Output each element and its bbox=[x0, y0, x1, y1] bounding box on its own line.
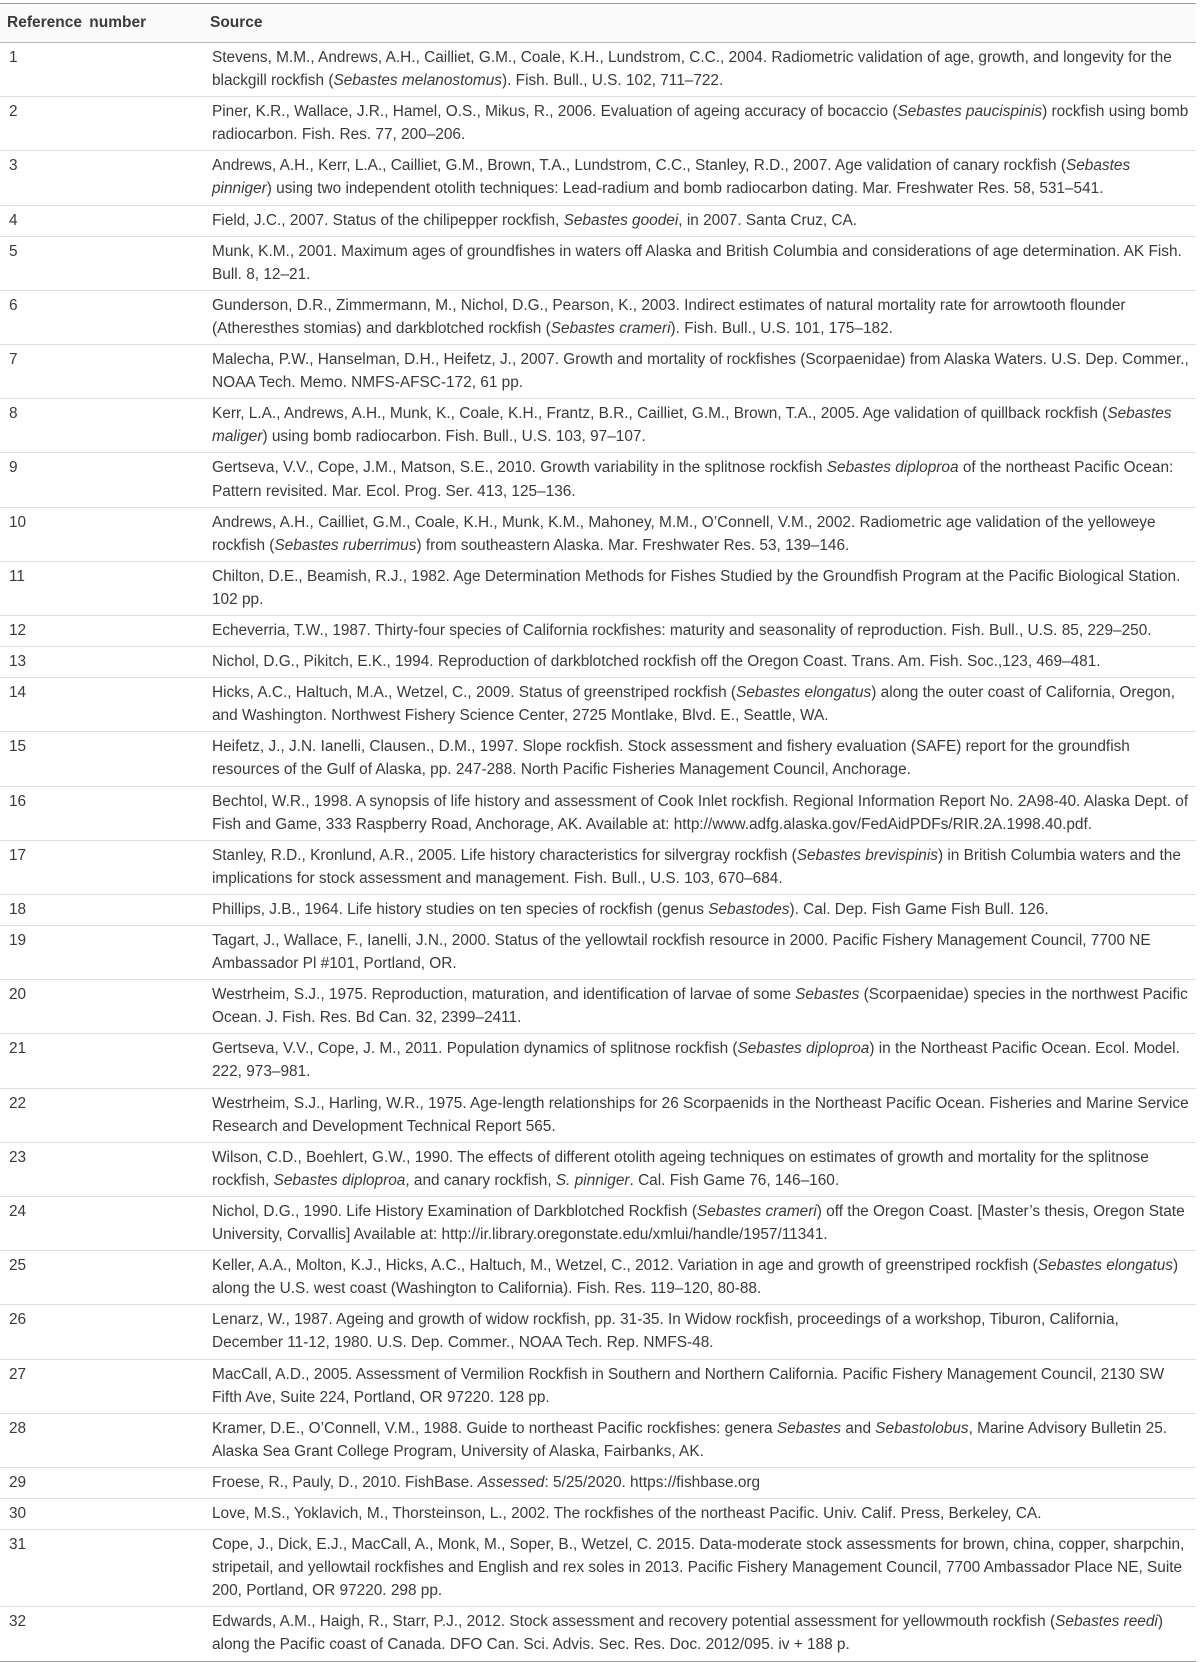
species-name: Sebastes elongatus bbox=[1037, 1257, 1173, 1275]
table-row bbox=[0, 647, 1196, 678]
citation-text: ) along the U.S. west coast (Washington to California). Fish. Res. 119–120, 80-88. bbox=[212, 1257, 1179, 1298]
reference-number-cell: 29 bbox=[9, 1473, 27, 1491]
species-name: Sebastes ruberrimus bbox=[274, 536, 417, 554]
citation-text: MacCall, A.D., 2005. Assessment of Vermilion Rockfish in Southern and Northern California. Pacific Fishery Management Council, 2130 SW Fifth Ave, Suite 224, Portland, OR 97220. 128 pp. bbox=[212, 1365, 1165, 1406]
citation-text: ) in the Northeast Pacific Ocean. Ecol. Model. 222, 973–981. bbox=[212, 1040, 1180, 1081]
citation-text: ) rockfish using bomb radiocarbon. Fish. Res. 77, 200–206. bbox=[212, 103, 1189, 144]
table-row bbox=[0, 1143, 1196, 1197]
table-body bbox=[0, 43, 1196, 1661]
source-cell bbox=[210, 1037, 1196, 1083]
source-cell bbox=[210, 511, 1196, 557]
table-row bbox=[0, 616, 1196, 647]
table-row bbox=[0, 291, 1196, 345]
citation-text: , and canary rockfish, bbox=[405, 1171, 556, 1189]
source-cell bbox=[210, 209, 1196, 232]
citation-text: ). Fish. Bull., U.S. 101, 175–182. bbox=[670, 319, 893, 337]
table-row bbox=[0, 97, 1196, 151]
reference-number-cell: 28 bbox=[9, 1419, 27, 1437]
table-row bbox=[0, 399, 1196, 453]
citation-text: : 5/25/2020. https://fishbase.org bbox=[544, 1473, 761, 1491]
table-row bbox=[0, 980, 1196, 1034]
header-reference-number: Reference number bbox=[7, 14, 147, 31]
citation-text: Malecha, P.W., Hanselman, D.H., Heifetz, J., 2007. Growth and mortality of rockfishes (Scorpaenidae) from Alaska Waters. U.S. Dep. Commer., NOAA Tech. Memo. NMFS-AFSC-172, 61 pp. bbox=[212, 351, 1189, 392]
citation-text: Kerr, L.A., Andrews, A.H., Munk, K., Coale, K.H., Frantz, B.R., Cailliet, G.M., Brown, T.A., 2005. Age validation of quillback rockfish ( bbox=[212, 405, 1108, 423]
citation-text: . Cal. Fish Game 76, 146–160. bbox=[629, 1171, 840, 1189]
source-cell bbox=[210, 456, 1196, 502]
table-row bbox=[0, 841, 1196, 895]
source-cell bbox=[210, 1363, 1196, 1409]
table-row bbox=[0, 678, 1196, 732]
citation-text: Love, M.S., Yoklavich, M., Thorsteinson, L., 2002. The rockfishes of the northeast Pacific. Univ. Calif. Press, Berkeley, CA. bbox=[212, 1504, 1042, 1522]
citation-text: Field, J.C., 2007. Status of the chilipepper rockfish, bbox=[212, 211, 564, 229]
source-cell bbox=[210, 1533, 1196, 1602]
table-row bbox=[0, 1607, 1196, 1660]
reference-number-cell: 1 bbox=[9, 49, 18, 66]
source-cell bbox=[210, 1146, 1196, 1192]
table-row bbox=[0, 43, 1196, 97]
source-cell bbox=[210, 650, 1196, 673]
reference-number-cell: 8 bbox=[9, 405, 18, 423]
citation-text: Piner, K.R., Wallace, J.R., Hamel, O.S., Mikus, R., 2006. Evaluation of ageing accuracy of bocaccio ( bbox=[212, 103, 898, 121]
reference-number-cell: 16 bbox=[9, 792, 27, 810]
table-header bbox=[0, 4, 1196, 43]
citation-text: Cope, J., Dick, E.J., MacCall, A., Monk, M., Soper, B., Wetzel, C. 2015. Data-moderate stock assessments for brown, china, copper, sharpchin, stripetail, and yellowtail rockfishes and English and rex soles in 2013. Pacific Fishery Management Council, 7700 Ambassador Place NE, Suite 200, Portland, OR 97220. 298 pp. bbox=[212, 1536, 1185, 1600]
citation-text: Nichol, D.G., 1990. Life History Examination of Darkblotched Rockfish ( bbox=[212, 1202, 698, 1220]
species-name: Sebastes crameri bbox=[550, 319, 671, 337]
reference-number-cell: 21 bbox=[9, 1040, 27, 1058]
citation-text: Andrews, A.H., Cailliet, G.M., Coale, K.H., Munk, K.M., Mahoney, M.M., O’Connell, V.M., 2002. Radiometric age validation of the yelloweye rockfish ( bbox=[212, 513, 1156, 554]
source-cell bbox=[210, 294, 1196, 340]
reference-table bbox=[0, 3, 1196, 1662]
reference-number-cell: 32 bbox=[9, 1613, 27, 1631]
citation-text: Westrheim, S.J., 1975. Reproduction, maturation, and identification of larvae of some bbox=[212, 986, 796, 1004]
table-row bbox=[0, 151, 1196, 205]
citation-text: Echeverria, T.W., 1987. Thirty-four species of California rockfishes: maturity and seasonality of reproduction. Fish. Bull., U.S. 85, 229–250. bbox=[212, 621, 1152, 639]
citation-text: (Scorpaenidae) species in the northwest Pacific Ocean. J. Fish. Res. Bd Can. 32, 2399–2411. bbox=[212, 986, 1188, 1027]
table-row bbox=[0, 453, 1196, 507]
reference-number-cell: 15 bbox=[9, 738, 27, 756]
source-cell bbox=[210, 154, 1196, 200]
table-row bbox=[0, 732, 1196, 786]
citation-text: ) along the outer coast of California, Oregon, and Washington. Northwest Fishery Science Center, 2725 Montlake, Blvd. E., Seattle, WA. bbox=[212, 684, 1175, 725]
table-row bbox=[0, 345, 1196, 399]
reference-number-cell: 22 bbox=[9, 1094, 27, 1112]
citation-text: Stanley, R.D., Kronlund, A.R., 2005. Life history characteristics for silvergray rockfish ( bbox=[212, 846, 797, 864]
species-name: S. pinniger bbox=[555, 1171, 630, 1189]
citation-text: Edwards, A.M., Haigh, R., Starr, P.J., 2012. Stock assessment and recovery potential assessment for yellowmouth rockfish ( bbox=[212, 1613, 1056, 1631]
reference-number-cell: 7 bbox=[9, 351, 18, 369]
source-cell bbox=[210, 735, 1196, 781]
source-cell bbox=[210, 46, 1196, 92]
source-cell bbox=[210, 565, 1196, 611]
citation-text: Stevens, M.M., Andrews, A.H., Cailliet, G.M., Coale, K.H., Lundstrom, C.C., 2004. Radiometric validation of age, growth, and longevity for the blackgill rockfish ( bbox=[212, 49, 1172, 90]
reference-number-cell: 26 bbox=[9, 1311, 27, 1329]
table-row bbox=[0, 1499, 1196, 1530]
source-cell bbox=[210, 100, 1196, 146]
species-name: Assessed bbox=[477, 1473, 545, 1491]
citation-text: Chilton, D.E., Beamish, R.J., 1982. Age Determination Methods for Fishes Studied by the Groundfish Program at the Pacific Biological Station. 102 pp. bbox=[212, 567, 1181, 608]
reference-number-cell: 11 bbox=[9, 567, 25, 585]
species-name: Sebastes diploproa bbox=[826, 459, 959, 477]
reference-number-cell: 24 bbox=[9, 1202, 27, 1220]
citation-text: , in 2007. Santa Cruz, CA. bbox=[678, 211, 858, 229]
reference-number-cell: 13 bbox=[9, 653, 27, 671]
table-row bbox=[0, 1305, 1196, 1359]
species-name: Sebastes brevispinis bbox=[796, 846, 938, 864]
reference-number-cell: 5 bbox=[9, 242, 18, 260]
source-cell bbox=[210, 1471, 1196, 1494]
citation-text: ) off the Oregon Coast. [Master’s thesis, Oregon State University, Corvallis] Available at: http://ir.library.oregonstate.edu/xmlui/handle/1957/11341. bbox=[212, 1202, 1185, 1244]
citation-text: Gertseva, V.V., Cope, J. M., 2011. Population dynamics of splitnose rockfish ( bbox=[212, 1040, 738, 1058]
table-row bbox=[0, 508, 1196, 562]
reference-number-cell: 6 bbox=[9, 296, 18, 314]
table-row bbox=[0, 1530, 1196, 1607]
table-row bbox=[0, 1414, 1196, 1468]
table-row bbox=[0, 787, 1196, 841]
source-cell bbox=[210, 619, 1196, 642]
source-cell bbox=[210, 1308, 1196, 1354]
reference-number-cell: 10 bbox=[9, 513, 27, 531]
citation-text: Phillips, J.B., 1964. Life history studies on ten species of rockfish (genus bbox=[212, 900, 709, 918]
source-cell bbox=[210, 402, 1196, 448]
species-name: Sebastes bbox=[776, 1419, 842, 1437]
citation-text: Gertseva, V.V., Cope, J.M., Matson, S.E., 2010. Growth variability in the splitnose rockfish bbox=[212, 459, 827, 477]
citation-text: Tagart, J., Wallace, F., Ianelli, J.N., 2000. Status of the yellowtail rockfish resource in 2000. Pacific Fishery Management Council, 7700 NE Ambassador Pl #101, Portland, OR. bbox=[212, 932, 1151, 973]
source-cell bbox=[210, 240, 1196, 286]
table-row bbox=[0, 1360, 1196, 1414]
source-cell bbox=[210, 929, 1196, 975]
citation-text: ). Fish. Bull., U.S. 102, 711–722. bbox=[501, 72, 724, 90]
species-name: Sebastes diploproa bbox=[737, 1040, 870, 1058]
reference-number-cell: 12 bbox=[9, 621, 27, 639]
species-name: Sebastes melanostomus bbox=[333, 72, 502, 90]
species-name: Sebastes maliger bbox=[212, 405, 1172, 446]
source-cell bbox=[210, 1254, 1196, 1300]
species-name: Sebastes bbox=[795, 986, 860, 1004]
reference-number-cell: 20 bbox=[9, 986, 27, 1004]
reference-number-cell: 30 bbox=[9, 1504, 27, 1522]
citation-text: and bbox=[841, 1419, 876, 1437]
reference-number-cell: 2 bbox=[9, 103, 18, 121]
table-row bbox=[0, 1034, 1196, 1088]
citation-text: Kramer, D.E., O’Connell, V.M., 1988. Guide to northeast Pacific rockfishes: genera bbox=[212, 1419, 777, 1437]
species-name: Sebastolobus bbox=[875, 1419, 969, 1437]
table-row bbox=[0, 562, 1196, 616]
table-row bbox=[0, 206, 1196, 237]
citation-text: ) from southeastern Alaska. Mar. Freshwater Res. 53, 139–146. bbox=[416, 536, 850, 554]
source-cell bbox=[210, 681, 1196, 727]
source-cell bbox=[210, 1417, 1196, 1463]
citation-text: Froese, R., Pauly, D., 2010. FishBase. bbox=[212, 1473, 478, 1491]
species-name: Sebastes goodei bbox=[563, 211, 679, 229]
source-cell bbox=[210, 1092, 1196, 1138]
source-cell bbox=[210, 790, 1196, 836]
species-name: Sebastes pinniger bbox=[212, 157, 1131, 198]
citation-text: Lenarz, W., 1987. Ageing and growth of widow rockfish, pp. 31-35. In Widow rockfish, proceedings of a workshop, Tiburon, California, December 11-12, 1980. U.S. Dep. Commer., NOAA Tech. Rep. NMFS-48. bbox=[212, 1311, 1119, 1352]
source-cell bbox=[210, 983, 1196, 1029]
citation-text: Heifetz, J., J.N. Ianelli, Clausen., D.M., 1997. Slope rockfish. Stock assessment and fishery evaluation (SAFE) report for the groundfish resources of the Gulf of Alaska, pp. 247-288. North Pacific Fisheries Management Council, Anchorage. bbox=[212, 738, 1130, 779]
table-row bbox=[0, 926, 1196, 980]
citation-text: Nichol, D.G., Pikitch, E.K., 1994. Reproduction of darkblotched rockfish off the Oregon Coast. Trans. Am. Fish. Soc.,123, 469–481. bbox=[212, 653, 1101, 671]
reference-number-cell: 25 bbox=[9, 1257, 27, 1275]
source-cell bbox=[210, 1200, 1196, 1246]
table-row bbox=[0, 1089, 1196, 1143]
reference-number-cell: 27 bbox=[9, 1365, 27, 1383]
source-cell bbox=[210, 1610, 1196, 1656]
reference-number-cell: 3 bbox=[9, 157, 18, 175]
citation-text: ) along the Pacific coast of Canada. DFO Can. Sci. Advis. Sec. Res. Doc. 2012/095. iv + 188 p. bbox=[212, 1613, 1163, 1654]
species-name: Sebastes reedi bbox=[1055, 1613, 1158, 1631]
species-name: Sebastes diploproa bbox=[273, 1171, 406, 1189]
citation-text: ) using two independent otolith techniques: Lead-radium and bomb radiocarbon dating. Mar. Freshwater Res. 58, 531–541. bbox=[266, 180, 1104, 198]
source-cell bbox=[210, 844, 1196, 890]
reference-number-cell: 31 bbox=[9, 1536, 27, 1554]
citation-text: of the northeast Pacific Ocean: Pattern revisited. Mar. Ecol. Prog. Ser. 413, 125–136. bbox=[212, 459, 1174, 500]
source-cell bbox=[210, 348, 1196, 394]
source-cell bbox=[210, 898, 1196, 921]
table-row bbox=[0, 1251, 1196, 1305]
citation-text: Gunderson, D.R., Zimmermann, M., Nichol, D.G., Pearson, K., 2003. Indirect estimates of natural mortality rate for arrowtooth flounder (Atheresthes stomias) and darkblotched rockfish ( bbox=[212, 296, 1126, 337]
citation-text: Keller, A.A., Molton, K.J., Hicks, A.C., Haltuch, M., Wetzel, C., 2012. Variation in age and growth of greenstriped rockfish ( bbox=[212, 1257, 1038, 1275]
reference-number-cell: 4 bbox=[9, 211, 18, 229]
reference-number-cell: 14 bbox=[9, 684, 27, 702]
reference-number-cell: 18 bbox=[9, 900, 27, 918]
reference-number-cell: 19 bbox=[9, 932, 27, 949]
species-name: Sebastodes bbox=[708, 900, 790, 918]
reference-number-cell: 17 bbox=[9, 846, 27, 864]
table-row bbox=[0, 895, 1196, 926]
reference-number-cell: 23 bbox=[9, 1148, 27, 1166]
header-source: Source bbox=[210, 14, 263, 31]
citation-text: Westrheim, S.J., Harling, W.R., 1975. Age-length relationships for 26 Scorpaenids in the Northeast Pacific Ocean. Fisheries and Marine Service Research and Development Technical Report 565. bbox=[212, 1094, 1189, 1135]
table-row bbox=[0, 1468, 1196, 1499]
reference-number-cell: 9 bbox=[9, 459, 18, 477]
table-row bbox=[0, 1197, 1196, 1251]
citation-text: Wilson, C.D., Boehlert, G.W., 1990. The effects of different otolith ageing techniques on estimates of growth and mortality for the splitnose rockfish, bbox=[212, 1148, 1149, 1189]
species-name: Sebastes crameri bbox=[697, 1202, 817, 1220]
citation-text: Munk, K.M., 2001. Maximum ages of groundfishes in waters off Alaska and British Columbia and considerations of age determination. AK Fish. Bull. 8, 12–21. bbox=[212, 242, 1182, 283]
table-row bbox=[0, 237, 1196, 291]
citation-text: ) using bomb radiocarbon. Fish. Bull., U.S. 103, 97–107. bbox=[262, 428, 646, 446]
citation-text: , Marine Advisory Bulletin 25. Alaska Sea Grant College Program, University of Alaska, Fairbanks, AK. bbox=[212, 1419, 1168, 1460]
citation-text: Andrews, A.H., Kerr, L.A., Cailliet, G.M., Brown, T.A., Lundstrom, C.C., Stanley, R.D., 2007. Age validation of canary rockfish ( bbox=[212, 157, 1066, 175]
species-name: Sebastes paucispinis bbox=[897, 103, 1043, 121]
species-name: Sebastes elongatus bbox=[736, 684, 872, 702]
citation-text: ) in British Columbia waters and the implications for stock assessment and management. Fish. Bull., U.S. 103, 670–684. bbox=[212, 846, 1181, 887]
citation-text: ). Cal. Dep. Fish Game Fish Bull. 126. bbox=[789, 900, 1049, 918]
citation-text: Hicks, A.C., Haltuch, M.A., Wetzel, C., 2009. Status of greenstriped rockfish ( bbox=[212, 684, 737, 702]
citation-text: Bechtol, W.R., 1998. A synopsis of life history and assessment of Cook Inlet rockfish. Regional Information Report No. 2A98-40. Alaska Dept. of Fish and Game, 333 Raspberry Road, Anchorage, AK. Available at: http://www.adfg.alaska.gov/FedAidPDFs/RIR.2A.1998.40.pdf. bbox=[212, 792, 1189, 833]
